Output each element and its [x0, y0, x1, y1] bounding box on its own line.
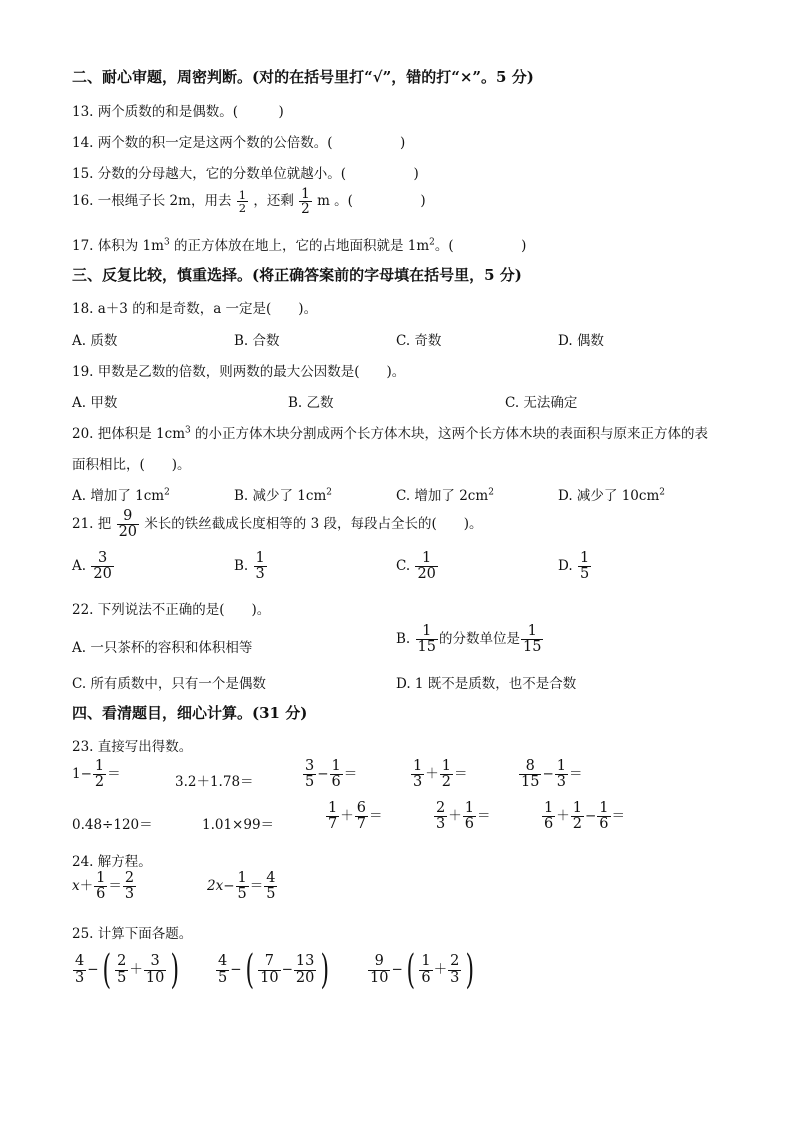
- fraction: $\frac{13}{20}$: [295, 953, 315, 986]
- fraction: $\frac{1}{5}$: [237, 870, 247, 903]
- fraction: $\frac{1}{2}$: [94, 758, 105, 791]
- q22-option-b: B. $\frac{1}{15}$ 的分数单位是 $\frac{1}{15}$: [396, 623, 542, 656]
- q18-option-a: A. 质数: [72, 333, 118, 349]
- question-17: 17. 体积为 $1m^3$ 的正方体放在地上，它的占地面积就是 $1m^2$。( ): [72, 237, 527, 254]
- fraction: $\frac{9}{20}$: [118, 508, 138, 541]
- calc-1-5: $\frac{8}{15}$ − $\frac{1}{3}$ ＝: [521, 758, 583, 791]
- fraction: $\frac{2}{3}$: [450, 953, 460, 986]
- compute-3: $\frac{9}{10}$ −( $\frac{1}{6}$ ＋ $\frac{2}{3}$ ): [370, 947, 475, 993]
- fraction: $\frac{3}{5}$: [305, 758, 315, 791]
- fraction: $\frac{3}{20}$: [93, 550, 112, 583]
- q22-option-d: D. 1 既不是质数，也不是合数: [396, 676, 577, 692]
- fraction: $\frac{4}{5}$: [266, 870, 276, 903]
- section-2-title: 二、耐心审题，周密判断。(对的在括号里打“√”，错的打“×”。5 分): [72, 68, 534, 86]
- q20-option-c: C. 增加了 $2cm^2$: [396, 487, 494, 504]
- question-25: 25. 计算下面各题。: [72, 926, 193, 942]
- q18-option-c: C. 奇数: [396, 333, 442, 349]
- fraction: $\frac{3}{10}$: [145, 953, 165, 986]
- question-20-line2: 面积相比，( )。: [72, 457, 191, 473]
- question-23: 23. 直接写出得数。: [72, 739, 193, 755]
- q21-option-a: A. $\frac{3}{20}$: [72, 550, 112, 583]
- fraction: $\frac{1}{6}$: [464, 800, 474, 833]
- calc-2-2: 1.01×99＝: [202, 817, 275, 833]
- fraction: $\frac{2}{3}$: [436, 800, 446, 833]
- q19-option-b: B. 乙数: [288, 395, 334, 411]
- fraction: $\frac{1}{15}$: [522, 623, 542, 656]
- fraction: $\frac{1}{5}$: [579, 550, 590, 583]
- question-19: 19. 甲数是乙数的倍数，则两数的最大公因数是( )。: [72, 364, 406, 380]
- fraction: $\frac{1}{2}$: [301, 186, 310, 218]
- fraction: $\frac{1}{2}$: [572, 800, 582, 833]
- fraction: $\frac{1}{2}$: [441, 758, 451, 791]
- q21-option-d: D. $\frac{1}{5}$: [558, 550, 590, 583]
- fraction: $\frac{9}{10}$: [370, 953, 389, 986]
- q21-option-c: C. $\frac{1}{20}$: [396, 550, 436, 583]
- question-16: 16. 一根绳子长 2m，用去 $\frac{1}{2}$ ，还剩 $\frac{1}{2}$ m 。( ): [72, 186, 426, 218]
- question-20-line1: 20. 把体积是 $1cm^3$ 的小正方体木块分割成两个长方体木块，这两个长方体木块的表面积与原来正方体的表: [72, 425, 709, 442]
- compute-2: $\frac{4}{5}$ −( $\frac{7}{10}$ − $\frac{13}{20}$ ): [218, 947, 330, 993]
- fraction: $\frac{1}{6}$: [96, 870, 106, 903]
- fraction: $\frac{1}{3}$: [556, 758, 566, 791]
- fraction: $\frac{8}{15}$: [521, 758, 540, 791]
- fraction: $\frac{4}{3}$: [75, 953, 85, 986]
- fraction: $\frac{1}{15}$: [417, 623, 436, 656]
- question-18: 18. a＋3 的和是奇数，a 一定是( )。: [72, 301, 318, 317]
- compute-1: $\frac{4}{3}$ −( $\frac{2}{5}$ ＋ $\frac{3}{10}$ ): [75, 947, 180, 993]
- question-14: 14. 两个数的积一定是这两个数的公倍数。( ): [72, 135, 406, 151]
- q19-option-c: C. 无法确定: [505, 395, 578, 411]
- fraction: $\frac{1}{6}$: [331, 758, 341, 791]
- question-13: 13. 两个质数的和是偶数。( ): [72, 104, 284, 120]
- fraction: $\frac{1}{6}$: [421, 953, 431, 986]
- section-3-title: 三、反复比较，慎重选择。(将正确答案前的字母填在括号里，5 分): [72, 266, 522, 284]
- q22-option-a: A. 一只茶杯的容积和体积相等: [72, 640, 253, 656]
- fraction: $\frac{1}{3}$: [413, 758, 423, 791]
- question-21: 21. 把 $\frac{9}{20}$ 米长的铁丝截成长度相等的 3 段，每段占全长的( )。: [72, 508, 483, 541]
- q18-option-d: D. 偶数: [558, 333, 604, 349]
- q20-option-a: A. 增加了 $1cm^2$: [72, 487, 170, 504]
- fraction: $\frac{2}{5}$: [117, 953, 127, 986]
- q19-option-a: A. 甲数: [72, 395, 118, 411]
- q20-option-d: D. 减少了 $10cm^2$: [558, 487, 665, 504]
- fraction: $\frac{1}{6}$: [544, 800, 554, 833]
- fraction: $\frac{1}{3}$: [255, 550, 265, 583]
- question-24: 24. 解方程。: [72, 854, 152, 870]
- question-15: 15. 分数的分母越大，它的分数单位就越小。( ): [72, 166, 419, 182]
- calc-2-3: $\frac{1}{7}$ ＋ $\frac{6}{7}$ ＝: [328, 800, 383, 833]
- question-22: 22. 下列说法不正确的是( )。: [72, 602, 271, 618]
- calc-2-5: $\frac{1}{6}$ ＋ $\frac{1}{2}$ − $\frac{1}{6}$ ＝: [544, 800, 626, 833]
- calc-1-3: $\frac{3}{5}$ − $\frac{1}{6}$ ＝: [305, 758, 358, 791]
- calc-2-1: 0.48÷120＝: [72, 817, 153, 833]
- calc-2-4: $\frac{2}{3}$ ＋ $\frac{1}{6}$ ＝: [436, 800, 491, 833]
- q21-option-b: B. $\frac{1}{3}$: [234, 550, 265, 583]
- fraction: $\frac{7}{10}$: [260, 953, 279, 986]
- fraction: $\frac{1}{7}$: [328, 800, 338, 833]
- fraction: $\frac{1}{2}$: [238, 188, 247, 216]
- equation-1: x＋ $\frac{1}{6}$ ＝ $\frac{2}{3}$: [72, 870, 135, 903]
- fraction: $\frac{2}{3}$: [124, 870, 135, 903]
- fraction: $\frac{1}{20}$: [417, 550, 436, 583]
- calc-1-4: $\frac{1}{3}$ ＋ $\frac{1}{2}$ ＝: [413, 758, 468, 791]
- calc-1-1: 1− $\frac{1}{2}$ ＝: [72, 758, 121, 791]
- equation-2: 2x− $\frac{1}{5}$ ＝ $\frac{4}{5}$: [207, 870, 276, 903]
- fraction: $\frac{4}{5}$: [218, 953, 228, 986]
- q22-option-c: C. 所有质数中，只有一个是偶数: [72, 676, 266, 692]
- calc-1-2: 3.2＋1.78＝: [175, 774, 254, 790]
- q20-option-b: B. 减少了 $1cm^2$: [234, 487, 332, 504]
- fraction: $\frac{6}{7}$: [356, 800, 366, 833]
- fraction: $\frac{1}{6}$: [599, 800, 609, 833]
- section-4-title: 四、看清题目，细心计算。(31 分): [72, 704, 308, 722]
- q18-option-b: B. 合数: [234, 333, 280, 349]
